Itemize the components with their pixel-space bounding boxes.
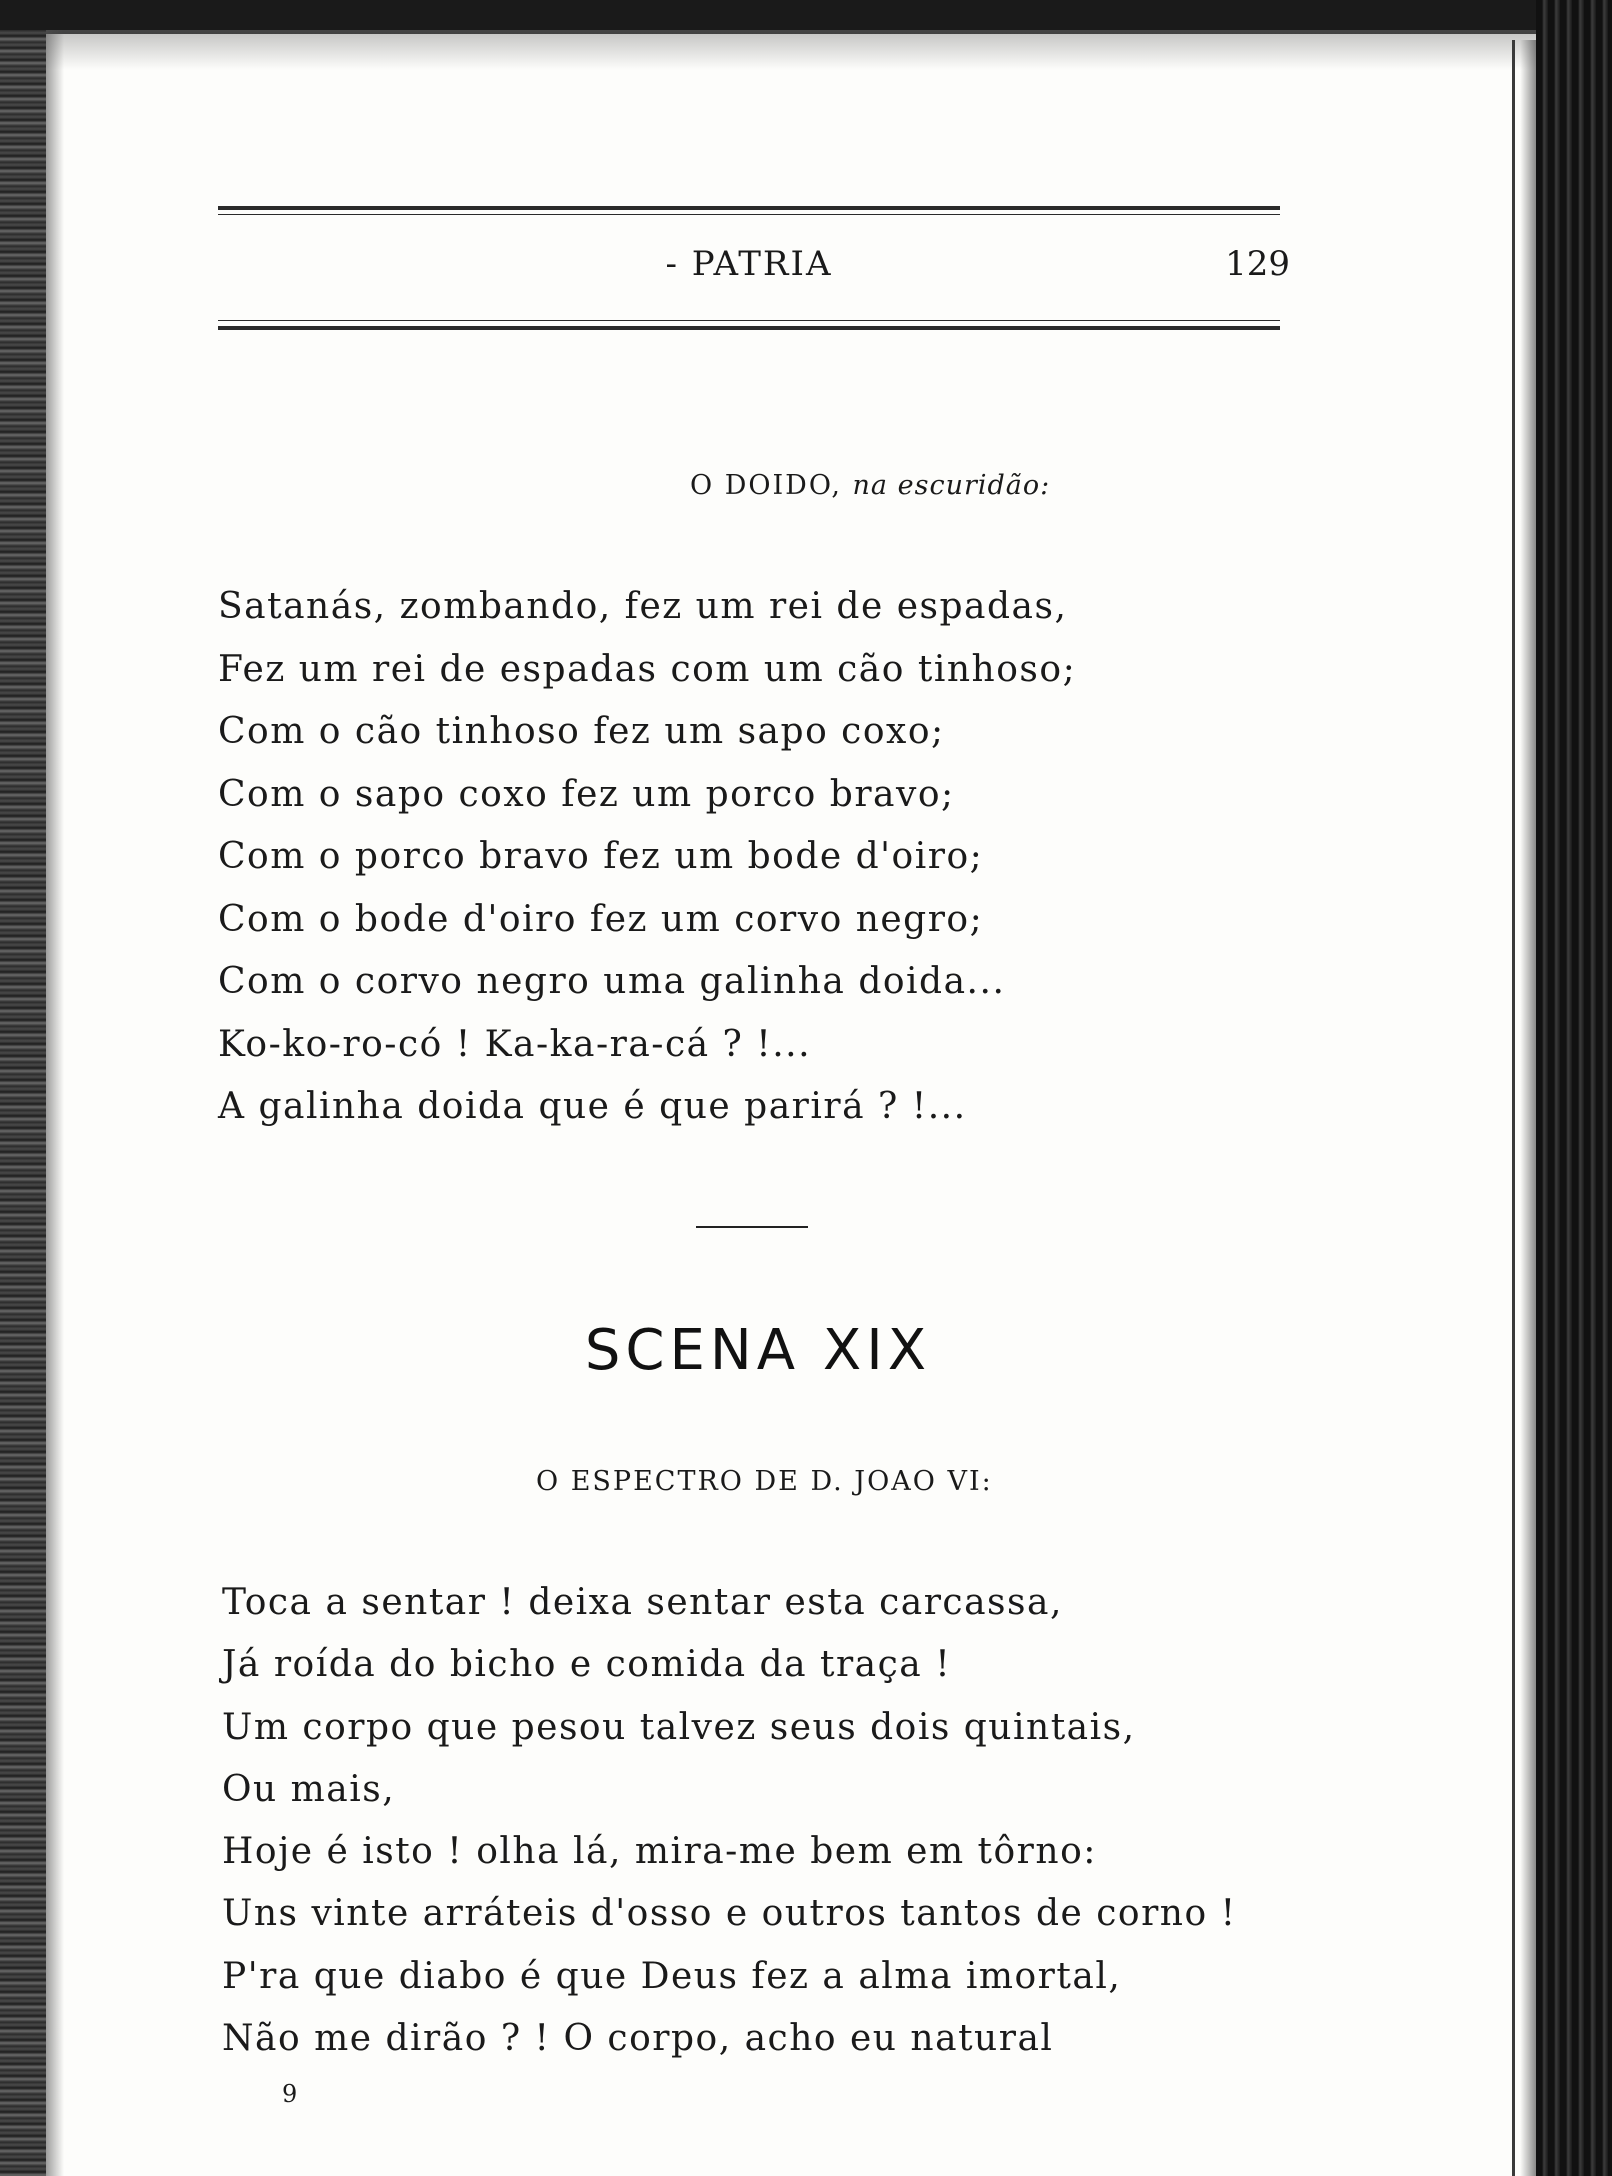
section-separator (696, 1226, 808, 1228)
binding-shadow (46, 30, 64, 2176)
speaker-name: O DOIDO, (690, 470, 842, 501)
verse-line: Já roída do bicho e comida da traça ! (222, 1644, 952, 1686)
verse-line: P'ra que diabo é que Deus fez a alma imortal, (222, 1955, 1122, 1997)
verse-line: Ou mais, (222, 1768, 396, 1810)
running-head (218, 240, 1290, 290)
stage-direction: na escuridão: (852, 470, 1051, 501)
verse-line: Com o corvo negro uma galinha doida... (218, 961, 1006, 1002)
verse-line: Toca a sentar ! deixa sentar esta carcassa, (222, 1582, 1063, 1623)
header-rule-bottom (218, 326, 1280, 330)
signature-mark: 9 (282, 2080, 298, 2108)
header-rule-top-thin (218, 214, 1280, 215)
page-edge-shadow (1520, 40, 1536, 2176)
verse-block-espectro (222, 1572, 1237, 2070)
verse-line: Fez um rei de espadas com um cão tinhoso; (218, 648, 1077, 690)
speaker-espectro (536, 1466, 993, 1497)
page-edge-line (1512, 40, 1515, 2176)
verse-line: A galinha doida que é que parirá ? !... (218, 1086, 967, 1127)
verse-line: Um corpo que pesou talvez seus dois quintais, (222, 1706, 1136, 1748)
scan-top-edge (0, 0, 1612, 34)
verse-line: Com o cão tinhoso fez um sapo coxo; (218, 711, 945, 752)
verse-line: Com o sapo coxo fez um porco bravo; (218, 773, 955, 815)
verse-line: Ko-ko-ro-có ! Ka-ka-ra-cá ? !... (218, 1023, 812, 1065)
header-rule-bottom-thin (218, 320, 1280, 321)
scene-heading: SCENA XIX (584, 1318, 932, 1383)
header-rule-top (218, 206, 1280, 210)
verse-line: Uns vinte arráteis d'osso e outros tantos de corno ! (222, 1893, 1237, 1935)
verse-line: Hoje é isto ! olha lá, mira-me bem em tôrno: (222, 1831, 1097, 1873)
book-binding-edge (0, 30, 46, 2176)
page-number: 129 (1225, 244, 1290, 284)
verse-line: Satanás, zombando, fez um rei de espadas, (218, 586, 1068, 627)
verse-line: Não me dirão ? ! O corpo, acho eu natural (222, 2018, 1054, 2060)
verse-block-doido (218, 576, 1076, 1139)
speaker-name: O ESPECTRO DE D. JOAO VI: (536, 1466, 993, 1497)
verse-line: Com o porco bravo fez um bode d'oiro; (218, 836, 984, 877)
verse-line: Com o bode d'oiro fez um corvo negro; (218, 898, 984, 940)
speaker-doido (690, 470, 1050, 501)
scan-top-shadow (40, 30, 1540, 70)
scan-right-edge (1536, 0, 1612, 2176)
running-title: - PATRIA (665, 244, 833, 284)
